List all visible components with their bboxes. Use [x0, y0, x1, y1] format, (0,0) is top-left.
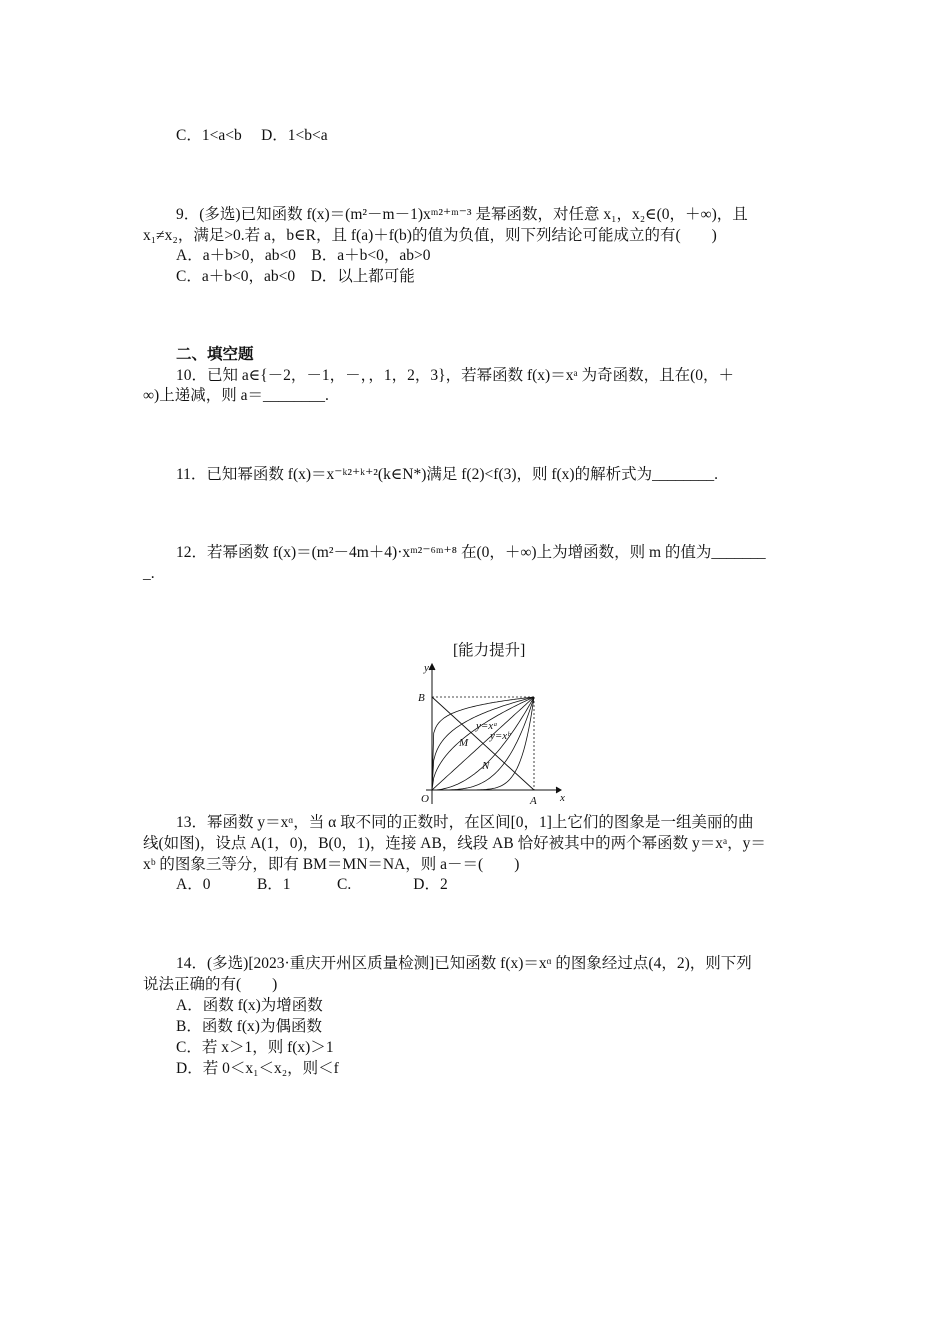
q8-options: C．1<a<b D．1<b<a — [176, 127, 328, 144]
label-y-xa: y=xᵃ — [476, 720, 498, 732]
q9-options-cd: C．a＋b<0，ab<0 D．以上都可能 — [176, 268, 415, 285]
label-a: A — [530, 795, 537, 807]
q14-option-b: B．函数 f(x)为偶函数 — [176, 1018, 322, 1035]
q12-line-1: 12．若幂函数 f(x)＝(m²－4m＋4)·xᵐ²⁻⁶ᵐ⁺⁸ 在(0，＋∞)上为增函数，则 m 的值为_______ — [176, 544, 766, 561]
section-ability: [能力提升] — [453, 642, 526, 659]
q9-line-2: x₁≠x₂，满足>0.若 a，b∈R，且 f(a)＋f(b)的值为负值，则下列结论可能成立的有( ) — [143, 227, 717, 244]
q14-option-c: C．若 x＞1，则 f(x)＞1 — [176, 1039, 334, 1056]
label-origin: O — [421, 793, 429, 805]
label-b: B — [418, 692, 425, 704]
label-y-xb: y=xᵇ — [490, 730, 511, 742]
q14-option-d: D．若 0＜x₁＜x₂，则＜f — [176, 1060, 339, 1077]
q14-option-a: A．函数 f(x)为增函数 — [176, 997, 323, 1014]
q13-line-3: xᵇ 的图象三等分，即有 BM＝MN＝NA，则 a－＝( ) — [143, 856, 520, 873]
q9-line-1: 9．(多选)已知函数 f(x)＝(m²－m－1)xᵐ²⁺ᵐ⁻³ 是幂函数，对任意 x₁，x₂∈(0，＋∞)，且 — [176, 206, 748, 223]
q13-line-1: 13．幂函数 y＝xᵅ，当 α 取不同的正数时，在区间[0，1]上它们的图象是一组美丽的曲 — [176, 814, 754, 831]
q10-line-2: ∞)上递减，则 a＝________. — [143, 387, 329, 404]
section-heading-fill-in: 二、填空题 — [176, 346, 254, 363]
label-y: y — [424, 662, 429, 674]
q10-line-1: 10．已知 a∈{－2，－1，－，，1，2，3}，若幂函数 f(x)＝xᵃ 为奇函数，且在(0，＋ — [176, 367, 734, 384]
label-m: M — [459, 737, 469, 749]
q14-line-1: 14．(多选)[2023·重庆开州区质量检测]已知函数 f(x)＝xᵅ 的图象经过点(4，2)，则下列 — [176, 955, 752, 972]
q9-options-ab: A．a＋b>0，ab<0 B．a＋b<0，ab>0 — [176, 247, 431, 264]
y-arrow — [429, 664, 435, 670]
label-x: x — [560, 792, 565, 804]
q14-line-2: 说法正确的有( ) — [143, 976, 278, 993]
q11-line: 11．已知幂函数 f(x)＝x⁻ᵏ²⁺ᵏ⁺²(k∈N*)满足 f(2)<f(3)，则 f(x)的解析式为________. — [176, 466, 718, 483]
q13-line-2: 线(如图)，设点 A(1，0)，B(0，1)，连接 AB，线段 AB 恰好被其中的两个幂函数 y＝xᵃ，y＝ — [143, 835, 766, 852]
q13-options: A．0 B．1 C. D．2 — [176, 876, 448, 893]
q12-line-2: _. — [143, 565, 155, 582]
label-n: N — [482, 760, 490, 772]
power-function-figure — [412, 660, 572, 808]
